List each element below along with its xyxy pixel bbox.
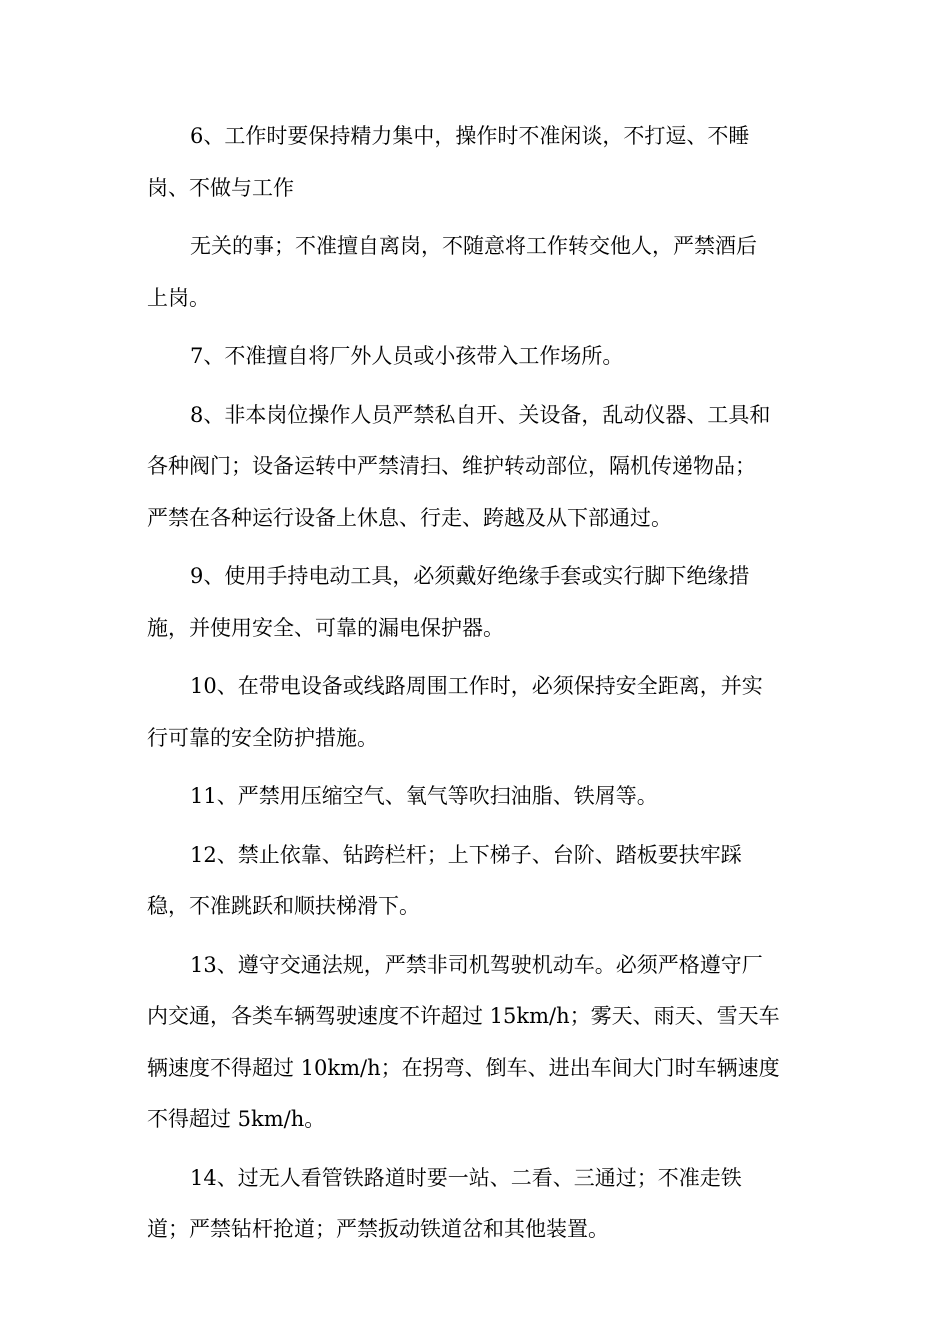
paragraph-line: 8、非本岗位操作人员严禁私自开、关设备，乱动仪器、工具和 [190,402,771,427]
paragraph-line: 13、遵守交通法规，严禁非司机驾驶机动车。必须严格遵守厂 [190,952,763,977]
document-body [147,111,807,1263]
paragraph-line: 7、不准擅自将厂外人员或小孩带入工作场所。 [190,344,624,368]
paragraph-line: 12、禁止依靠、钻跨栏杆；上下梯子、台阶、踏板要扶牢踩 [190,842,742,867]
paragraph-line: 14、过无人看管铁路道时要一站、二看、三通过；不准走铁 [190,1165,742,1190]
paragraph-line: 不得超过 5km/h。 [147,1107,326,1131]
paragraph-line: 11、严禁用压缩空气、氧气等吹扫油脂、铁屑等。 [190,784,658,808]
paragraph-line: 6、工作时要保持精力集中，操作时不准闲谈，不打逗、不睡 [190,124,750,148]
paragraph-line: 9、使用手持电动工具，必须戴好绝缘手套或实行脚下绝缘措 [190,564,750,588]
paragraph-item-11 [147,771,807,823]
paragraph-item-8 [147,390,807,545]
paragraph-line: 辆速度不得超过 10km/h；在拐弯、倒车、进出车间大门时车辆速度 [147,1055,780,1080]
paragraph-item-12 [147,830,807,933]
paragraph-item-14 [147,1153,807,1256]
paragraph-line: 施，并使用安全、可靠的漏电保护器。 [147,615,504,640]
paragraph-line: 严禁在各种运行设备上休息、行走、跨越及从下部通过。 [147,505,672,530]
paragraph-line: 各种阀门；设备运转中严禁清扫、维护转动部位，隔机传递物品； [147,454,756,478]
paragraph-line: 岗、不做与工作 [147,175,294,200]
paragraph-line: 上岗。 [147,285,210,310]
paragraph-item-13 [147,940,807,1146]
paragraph-item-10 [147,661,807,764]
paragraph-line: 行可靠的安全防护措施。 [147,725,378,750]
paragraph-line: 道；严禁钻杆抢道；严禁扳动铁道岔和其他装置。 [147,1217,609,1241]
paragraph-line: 无关的事；不准擅自离岗，不随意将工作转交他人，严禁酒后 [190,234,757,258]
paragraph-line: 10、在带电设备或线路周围工作时，必须保持安全距离，并实 [190,674,763,698]
paragraph-item-7 [147,331,807,383]
paragraph-line: 内交通，各类车辆驾驶速度不许超过 15km/h；雾天、雨天、雪天车 [147,1004,780,1028]
paragraph-item-6-continued [147,221,807,324]
paragraph-line: 稳，不准跳跃和顺扶梯滑下。 [147,894,420,918]
paragraph-item-9 [147,551,807,654]
paragraph-item-6 [147,111,807,214]
